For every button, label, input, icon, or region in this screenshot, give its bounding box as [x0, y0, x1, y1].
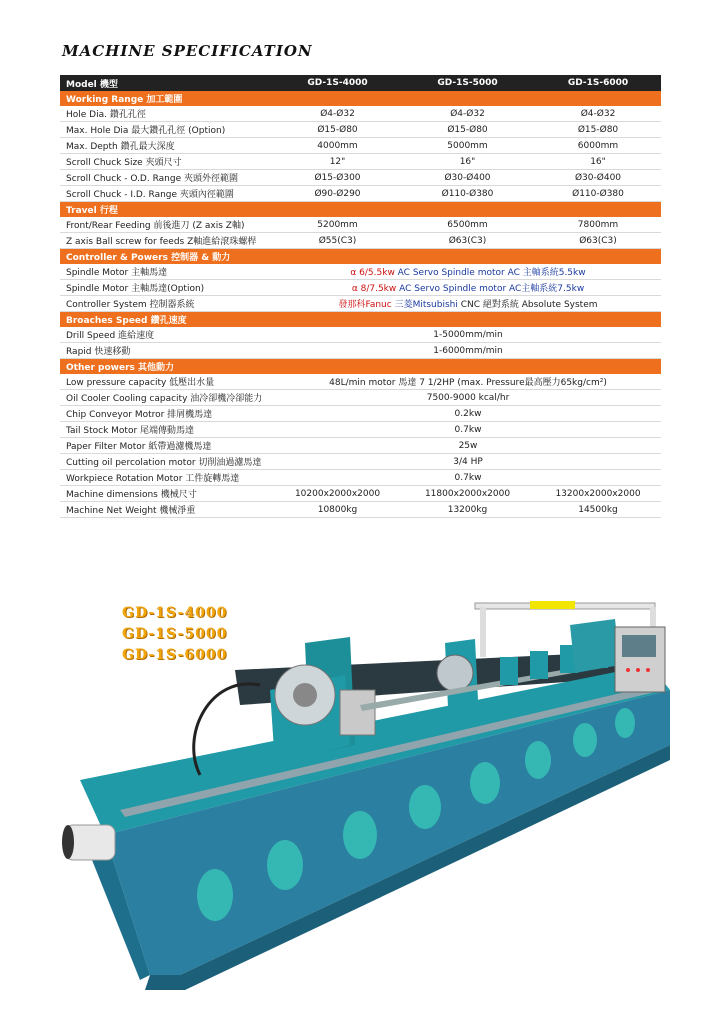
spec-value: 10200x2000x2000 [275, 486, 400, 502]
spec-value: Ø110-Ø380 [400, 186, 535, 202]
spec-label: Low pressure capacity 低壓出水量 [60, 374, 275, 390]
spec-label: Cutting oil percolation motor 切削油過濾馬達 [60, 454, 275, 470]
spec-row [60, 217, 661, 233]
spec-row [60, 438, 661, 454]
header-model: GD-1S-4000 [275, 75, 400, 91]
spec-row [60, 106, 661, 122]
spec-value: 25w [275, 438, 661, 454]
spec-value [275, 280, 661, 296]
spec-value-part: α 6/5.5kw [350, 268, 395, 278]
header-label: Model 機型 [60, 75, 275, 91]
spec-value: Ø4-Ø32 [400, 106, 535, 122]
spec-row [60, 486, 661, 502]
spec-label: Scroll Chuck - O.D. Range 夾頭外徑範圍 [60, 170, 275, 186]
spec-value: 48L/min motor 馬達 7 1/2HP (max. Pressure最高壓力65kg/cm²) [275, 374, 661, 390]
spec-row [60, 390, 661, 406]
spec-label: Max. Depth 鑽孔最大深度 [60, 138, 275, 154]
spec-value: Ø15-Ø80 [535, 122, 661, 138]
spec-row [60, 327, 661, 343]
header-model: GD-1S-6000 [535, 75, 661, 91]
spec-value: 14500kg [535, 502, 661, 518]
spec-label: Chip Conveyor Motror 排屑機馬達 [60, 406, 275, 422]
spec-label: Spindle Motor 主軸馬達 [60, 264, 275, 280]
spec-value-part: AC Servo Spindle motor AC主軸系統7.5kw [396, 284, 585, 294]
spec-value [275, 264, 661, 280]
spec-value: 5200mm [275, 217, 400, 233]
spec-value: 13200x2000x2000 [535, 486, 661, 502]
spec-value: Ø15-Ø80 [275, 122, 400, 138]
spec-value: 0.7kw [275, 422, 661, 438]
page-title: MACHINE SPECIFICATION [62, 42, 313, 60]
section-header [60, 202, 661, 218]
spec-label: Controller System 控制器系統 [60, 296, 275, 312]
spec-table [60, 75, 661, 518]
spec-value: Ø4-Ø32 [275, 106, 400, 122]
spec-label: Hole Dia. 鑽孔孔徑 [60, 106, 275, 122]
table-header [60, 75, 661, 91]
spec-value: 1-5000mm/min [275, 327, 661, 343]
spec-value-part: 三菱Mitsubishi [391, 300, 458, 310]
spec-value [275, 296, 661, 312]
spec-value: 11800x2000x2000 [400, 486, 535, 502]
spec-label: Machine dimensions 機械尺寸 [60, 486, 275, 502]
spec-label: Scroll Chuck Size 夾頭尺寸 [60, 154, 275, 170]
spec-value: Ø30-Ø400 [535, 170, 661, 186]
spec-label: Front/Rear Feeding 前後進刀 (Z axis Z軸) [60, 217, 275, 233]
spec-row [60, 186, 661, 202]
spec-row [60, 138, 661, 154]
spec-value: Ø15-Ø80 [400, 122, 535, 138]
spec-value: 10800kg [275, 502, 400, 518]
header-model: GD-1S-5000 [400, 75, 535, 91]
spec-label: Scroll Chuck - I.D. Range 夾頭內徑範圍 [60, 186, 275, 202]
spec-label: Tail Stock Motor 尾端傳動馬達 [60, 422, 275, 438]
spec-value: 6000mm [535, 138, 661, 154]
model-name: GD-1S-6000 [122, 647, 228, 663]
model-name: GD-1S-4000 [122, 605, 228, 621]
section-header [60, 91, 661, 106]
spec-label: Z axis Ball screw for feeds Z軸進給滾珠螺桿 [60, 233, 275, 249]
spec-row [60, 264, 661, 280]
section-header [60, 249, 661, 265]
spec-value-part: 發那科Fanuc [338, 300, 392, 310]
spec-value: Ø4-Ø32 [535, 106, 661, 122]
spec-row [60, 422, 661, 438]
spec-row [60, 406, 661, 422]
spec-value: 0.7kw [275, 470, 661, 486]
spec-label: Workpiece Rotation Motor 工件旋轉馬達 [60, 470, 275, 486]
spec-value-part: CNC 絕對系統 Absolute System [457, 300, 598, 310]
model-name: GD-1S-5000 [122, 626, 228, 642]
section-title: Controller & Powers 控制器 & 動力 [60, 249, 661, 265]
spec-value: Ø90-Ø290 [275, 186, 400, 202]
spec-row [60, 170, 661, 186]
section-header [60, 359, 661, 375]
spec-row [60, 343, 661, 359]
spec-row [60, 154, 661, 170]
spec-value: 1-6000mm/min [275, 343, 661, 359]
section-title: Broaches Speed 鑽孔速度 [60, 312, 661, 328]
spec-label: Max. Hole Dia 最大鑽孔孔徑 (Option) [60, 122, 275, 138]
spec-value: Ø63(C3) [400, 233, 535, 249]
spec-value: 5000mm [400, 138, 535, 154]
spec-row [60, 454, 661, 470]
spec-value: 13200kg [400, 502, 535, 518]
spec-value-part: α 8/7.5kw [351, 284, 397, 294]
spec-value: Ø55(C3) [275, 233, 400, 249]
spec-row [60, 280, 661, 296]
spec-value: 12" [275, 154, 400, 170]
spec-value: 6500mm [400, 217, 535, 233]
spec-value: Ø30-Ø400 [400, 170, 535, 186]
section-header [60, 312, 661, 328]
spec-row [60, 233, 661, 249]
spec-row [60, 374, 661, 390]
spec-value: 16" [535, 154, 661, 170]
spec-row [60, 296, 661, 312]
spec-label: Oil Cooler Cooling capacity 油冷卻機冷卻能力 [60, 390, 275, 406]
model-name-list [122, 603, 227, 666]
spec-value: Ø15-Ø300 [275, 170, 400, 186]
spec-value: 0.2kw [275, 406, 661, 422]
spec-value: 7800mm [535, 217, 661, 233]
spec-label: Machine Net Weight 機械淨重 [60, 502, 275, 518]
section-title: Working Range 加工範圍 [60, 91, 661, 106]
spec-label: Paper Filter Motor 紙帶過濾機馬達 [60, 438, 275, 454]
spec-label: Drill Speed 進給速度 [60, 327, 275, 343]
spec-label: Spindle Motor 主軸馬達(Option) [60, 280, 275, 296]
spec-label: Rapid 快速移動 [60, 343, 275, 359]
spec-value: 7500-9000 kcal/hr [275, 390, 661, 406]
section-title: Travel 行程 [60, 202, 661, 218]
spec-value: 4000mm [275, 138, 400, 154]
spec-row [60, 122, 661, 138]
spec-row [60, 502, 661, 518]
spec-value: 16" [400, 154, 535, 170]
spec-row [60, 470, 661, 486]
spec-value: Ø110-Ø380 [535, 186, 661, 202]
spec-value-part: AC Servo Spindle motor AC 主軸系統5.5kw [394, 268, 586, 278]
spec-value: 3/4 HP [275, 454, 661, 470]
spec-value: Ø63(C3) [535, 233, 661, 249]
section-title: Other powers 其他動力 [60, 359, 661, 375]
